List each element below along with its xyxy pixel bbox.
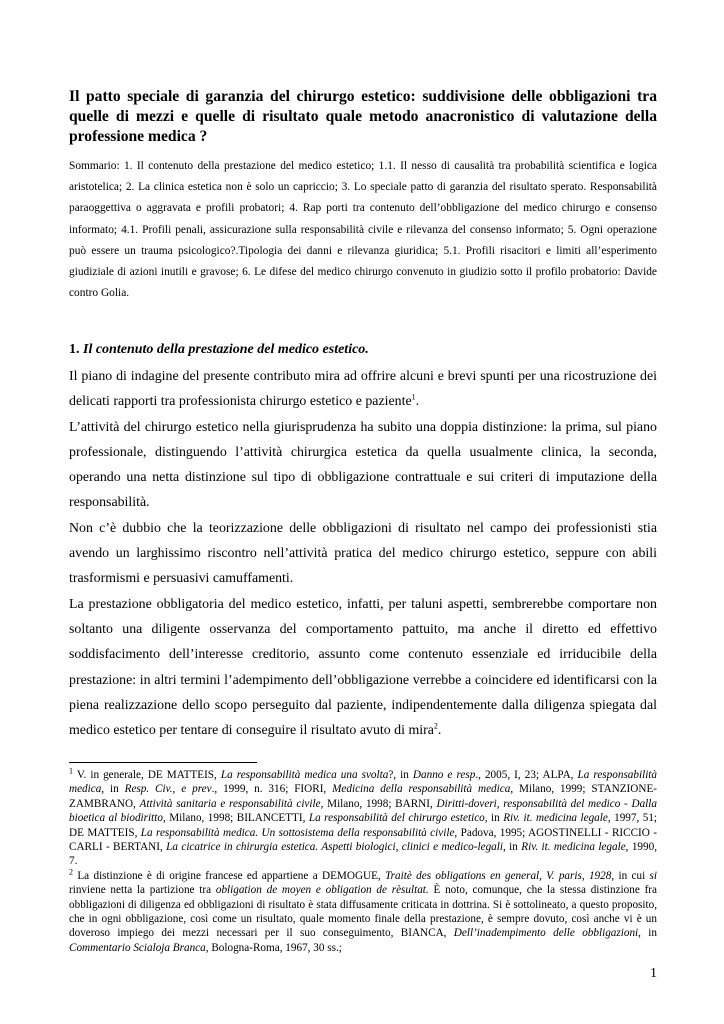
paragraph: L’attività del chirurgo estetico nella giurisprudenza ha subito una doppia distinzione: la prima, sul piano professionale, distinguendo l’attività chirurgica estetica da quella usualmente clinica, la seconda, operando una netta distinzione sul tipo di obbligazione contrattuale e sui criteri di imputazione della responsabilità. [69, 419, 657, 511]
summary: Sommario: 1. Il contenuto della prestazione del medico estetico; 1.1. Il nesso di causalità tra probabilità scientifica e logica aristotelica; 2. La clinica estetica non è solo un capriccio; 3. Lo speciale patto di garanzia del risultato sperato. Responsabilità paraoggettiva o aggravata e profili probatori; 4. Rap porti tra contenuto dell’obbligazione del medico chirurgo e consenso informato; 4.1. Profili penali, assicurazione sulla responsabilità civile e rilevanza del consenso informato; 5. Ogni operazione può essere un trauma psicologico?.Tipologia dei danni e rilevanza giuridica; 5.1. Profili risacitori e limiti all’esperimento giudiziale di azioni inutili e gravose; 6. Le difese del medico chirurgo convenuto in giudizio sotto il profilo probatorio: Davide contro Golia. [69, 160, 657, 300]
document-title: Il patto speciale di garanzia del chirurgo estetico: suddivisione delle obbligazioni tra quelle di mezzi e quelle di risultato quale metodo anacronistico di valutazione della professione medica ? [69, 88, 657, 145]
paragraph: La prestazione obbligatoria del medico estetico, infatti, per taluni aspetti, sembrerebbe comportare non soltanto una diligente osservanza del comportamento pattuito, ma anche il diretto ed effettivo soddisfacimento dell’interesse creditorio, assunto come contenuto essenziale ed irriducibile della prestazione: in altri termini l’adempimento dell’obbligazione verrebbe a coincidere ed identificarsi con la piena realizzazione dello scopo perseguito dal paziente, indipendentemente dalla diligenza spiegata dal medico estetico per tentare di conseguire il risultato avuto di mira$^2$. [69, 596, 657, 739]
footnote-reference[interactable]: 2 [433, 721, 438, 731]
paragraph: Non c’è dubbio che la teorizzazione delle obbligazioni di risultato nel campo dei professionisti stia avendo un larghissimo riscontro nell’attività pratica del medico chirurgo estetico, seppure con abili trasformismi e persuasivi camuffamenti. [69, 520, 657, 587]
footnote: $^2$ La distinzione è di origine francese ed appartiene a DEMOGUE, Traitè des obligations en general, V. paris, 1928, in cui si rinviene netta la partizione tra obligation de moyen e obligation de rèsultat. È noto, comunque, che la stessa distinzione fra obbligazioni di diligenza ed obbligazioni di risultato è stata diffusamente criticata in dottrina. Si è sottolineato, a questo proposito, che in ogni obbligazione, così come un risultato, quale momento finale della prestazione, è sempre dovuto, così anche vi è un doveroso impiego dei mezzi necessari per il suo conseguimento, BIANCA, Dell’inadempimento delle obbligazioni, in Commentario Scialoja Branca, Bologna-Roma, 1967, 30 ss.; [69, 867, 658, 954]
section-title: Il contenuto della prestazione del medico estetico. [83, 342, 369, 357]
footnote: $^1$ V. in generale, DE MATTEIS, La responsabilità medica una svolta?, in Danno e resp., 2005, I, 23; ALPA, La responsabilità medica, in Resp. Civ., e prev., 1999, n. 316; FIORI, Medicina della responsabilità medica, Milano, 1999; STANZIONE-ZAMBRANO, Attività sanitaria e responsabilità civile, Milano, 1998; BARNI, Diritti-doveri, responsabilità del medico - Dalla bioetica al biodiritto, Milano, 1998; BILANCETTI, La responsabilità del chirurgo estetico, in Riv. it. medicina legale, 1997, 51; DE MATTEIS, La responsabilità medica. Un sottosistema della responsabilità civile, Padova, 1995; AGOSTINELLI - RICCIO - CARLI - BERTANI, La cicatrice in chirurgia estetica. Aspetti biologici, clinici e medico-legali, in Riv. it. medicina legale, 1990, 7. [69, 766, 658, 868]
footnote-mark: 1 [69, 766, 73, 776]
body-text [69, 364, 657, 743]
paragraph: Il piano di indagine del presente contributo mira ad offrire alcuni e brevi spunti per una ricostruzione dei delicati rapporti tra professionista chirurgo estetico e paziente$^1$. [69, 369, 657, 410]
footnote-separator [69, 762, 257, 763]
footnotes [69, 768, 657, 955]
section-number: 1 [69, 342, 76, 357]
section-heading: 1. Il contenuto della prestazione del medico estetico. [69, 342, 369, 357]
footnote-mark: 2 [69, 867, 73, 877]
page-number: 1 [650, 966, 657, 981]
footnote-reference[interactable]: 1 [411, 392, 416, 402]
